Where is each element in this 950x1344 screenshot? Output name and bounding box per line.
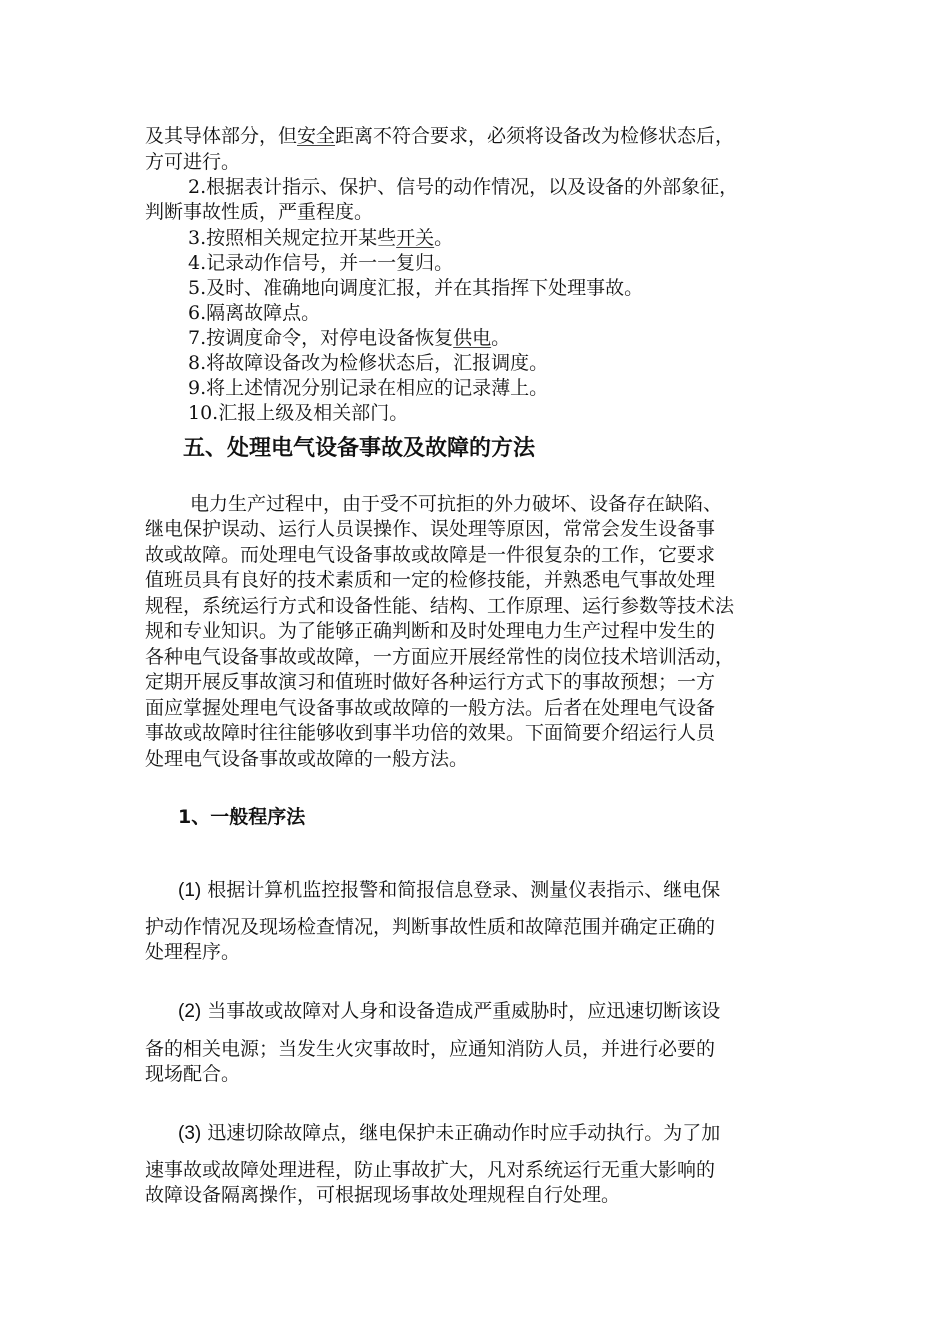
text-line: 及其导体部分，但安全距离不符合要求，必须将设备改为检修状态后， xyxy=(145,125,735,147)
item-number: (3) xyxy=(178,1123,202,1144)
item-3-cont: 速事故或故障处理进程，防止事故扩大，凡对系统运行无重大影响的 xyxy=(145,1159,716,1181)
item-2: (2) 当事故或故障对人身和设备造成严重威胁时，应迅速切断该设 xyxy=(178,1000,721,1022)
item-1: (1) 根据计算机监控报警和简报信息登录、测量仪表指示、继电保 xyxy=(178,879,721,901)
step-2: 2.根据表计指示、保护、信号的动作情况，以及设备的外部象征， xyxy=(188,176,739,198)
paragraph-line: 故或故障。而处理电气设备事故或故障是一件很复杂的工作，它要求 xyxy=(145,544,716,566)
step-2-cont: 判断事故性质，严重程度。 xyxy=(145,201,374,223)
item-2-cont: 现场配合。 xyxy=(145,1063,241,1085)
link-switch[interactable]: 开关 xyxy=(396,227,435,249)
step-4: 4.记录动作信号，并一一复归。 xyxy=(188,252,454,274)
subsection-heading: 1、一般程序法 xyxy=(178,806,306,828)
step-9: 9.将上述情况分别记录在相应的记录薄上。 xyxy=(188,377,549,399)
step-6: 6.隔离故障点。 xyxy=(188,302,321,324)
item-1-cont: 处理程序。 xyxy=(145,941,241,963)
text-line: 方可进行。 xyxy=(145,151,241,173)
item-2-cont: 备的相关电源；当发生火灾事故时，应通知消防人员，并进行必要的 xyxy=(145,1038,716,1060)
link-safety[interactable]: 安全 xyxy=(297,125,336,147)
paragraph-line: 处理电气设备事故或故障的一般方法。 xyxy=(145,748,469,770)
link-power-supply[interactable]: 供电 xyxy=(453,327,492,349)
paragraph-line: 事故或故障时往往能够收到事半功倍的效果。下面简要介绍运行人员 xyxy=(145,722,716,744)
step-7: 7.按调度命令，对停电设备恢复供电。 xyxy=(188,327,511,349)
paragraph-line: 面应掌握处理电气设备事故或故障的一般方法。后者在处理电气设备 xyxy=(145,697,716,719)
item-1-cont: 护动作情况及现场检查情况，判断事故性质和故障范围并确定正确的 xyxy=(145,916,716,938)
paragraph-line: 定期开展反事故演习和值班时做好各种运行方式下的事故预想；一方 xyxy=(145,671,716,693)
paragraph-line: 规和专业知识。为了能够正确判断和及时处理电力生产过程中发生的 xyxy=(145,620,716,642)
paragraph-line: 规程，系统运行方式和设备性能、结构、工作原理、运行参数等技术法 xyxy=(145,595,735,617)
paragraph-line: 各种电气设备事故或故障，一方面应开展经常性的岗位技术培训活动， xyxy=(145,646,735,668)
item-3: (3) 迅速切除故障点，继电保护未正确动作时应手动执行。为了加 xyxy=(178,1122,721,1144)
step-3: 3.按照相关规定拉开某些开关。 xyxy=(188,227,454,249)
item-number: (2) xyxy=(178,1001,202,1022)
paragraph-line: 电力生产过程中，由于受不可抗拒的外力破坏、设备存在缺陷、 xyxy=(190,493,723,515)
item-3-cont: 故障设备隔离操作，可根据现场事故处理规程自行处理。 xyxy=(145,1184,621,1206)
section-heading: 五、处理电气设备事故及故障的方法 xyxy=(183,436,536,461)
paragraph-line: 继电保护误动、运行人员误操作、误处理等原因，常常会发生设备事 xyxy=(145,518,716,540)
paragraph-line: 值班员具有良好的技术素质和一定的检修技能，并熟悉电气事故处理 xyxy=(145,569,716,591)
item-number: (1) xyxy=(178,880,202,901)
step-8: 8.将故障设备改为检修状态后，汇报调度。 xyxy=(188,352,549,374)
step-5: 5.及时、准确地向调度汇报，并在其指挥下处理事故。 xyxy=(188,277,644,299)
step-10: 10.汇报上级及相关部门。 xyxy=(188,402,409,424)
